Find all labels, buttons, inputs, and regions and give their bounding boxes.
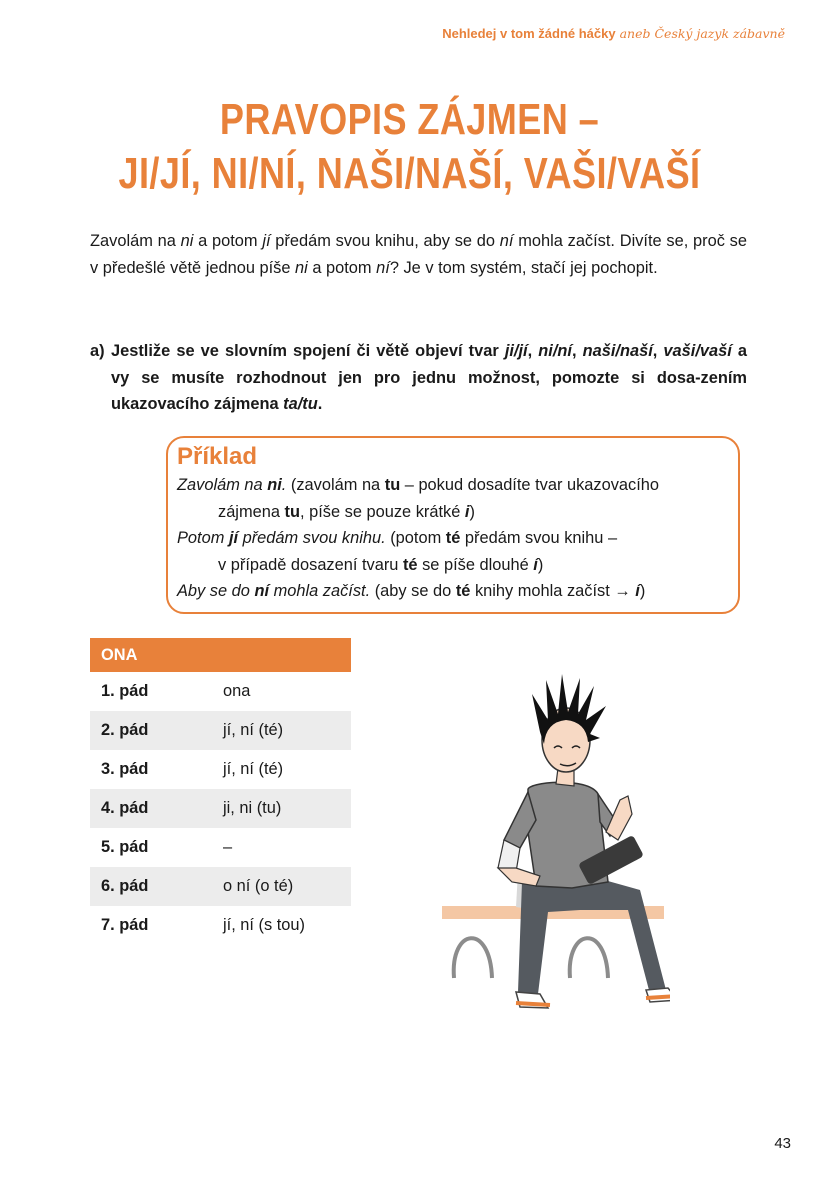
rule-em-3: naši/naší: [582, 342, 653, 360]
running-header-title: Nehledej v tom žádné háčky: [442, 26, 616, 41]
case-label: 5. pád: [101, 838, 149, 856]
rule-marker: a): [90, 342, 105, 360]
intro-text-3: předám svou knihu, aby se do: [270, 232, 500, 250]
running-header: [442, 26, 785, 41]
case-label: 4. pád: [90, 789, 223, 828]
table-row: [90, 789, 351, 828]
ex3-text-2: předám svou knihu –: [460, 529, 618, 547]
table-row: [90, 906, 351, 945]
page-title: [0, 93, 819, 201]
table-header-row: [90, 638, 351, 672]
ex5-text-3: ): [639, 582, 646, 600]
intro-em-5: ní: [376, 258, 390, 277]
ex2-bold-1: tu: [284, 502, 300, 521]
ex5-italic-2: mohla začíst.: [269, 582, 371, 600]
ex4-text-1: v případě dosazení tvaru: [218, 555, 403, 574]
example-line-4: [177, 552, 726, 579]
table-header-cell: ONA: [90, 638, 351, 672]
rule-em-4: vaši/vaší: [663, 342, 732, 360]
rule-em-2: ni/ní: [538, 342, 572, 360]
rule-text-6: .: [317, 395, 323, 413]
intro-paragraph: [90, 228, 747, 281]
table-row: [90, 672, 351, 711]
boy-reading-illustration: [440, 672, 670, 1017]
intro-text-1: Zavolám na: [90, 232, 181, 250]
ex5-text-2: knihy mohla začíst →: [470, 582, 636, 600]
ex4-text-2: se píše dlouhé: [417, 555, 534, 574]
example-title: Příklad: [177, 443, 258, 470]
declension-table: [90, 638, 351, 945]
bench-leg-left: [454, 938, 492, 978]
example-line-3: [177, 525, 726, 552]
intro-text-2: a potom: [193, 232, 263, 250]
intro-em-2: jí: [262, 232, 271, 250]
rule-text-5: a vy se musíte rozhodnout jen pro jednu možnost, pomozte si dosa-zením ukazovacího zájmena: [111, 342, 747, 413]
example-line-5: [177, 578, 726, 605]
ex2-text-3: ): [469, 502, 475, 521]
rule-em-5: ta/tu: [283, 395, 318, 413]
intro-text-6: ? Je v tom systém, stačí jej pochopit.: [389, 258, 658, 277]
ex3-bold-italic-1: jí: [228, 529, 239, 547]
ex1-bold-italic-1: ni: [267, 476, 282, 494]
table-row: [90, 828, 351, 867]
ex5-text-1: (aby se do: [370, 582, 456, 600]
intro-text-4: mohla začíst. Divíte se, proč se v předešlé větě jednou píše: [90, 232, 747, 277]
example-line-1: [177, 472, 726, 499]
ex4-bold-1: té: [402, 555, 418, 574]
intro-em-3: ní: [499, 232, 514, 250]
table-row: [90, 750, 351, 789]
rule-paragraph: [90, 338, 747, 418]
ex1-text-1: (zavolám na: [286, 476, 385, 494]
running-header-subtitle: aneb Český jazyk zábavně: [619, 26, 785, 41]
intro-em-4: ni: [295, 258, 308, 277]
bench-leg-right: [570, 938, 608, 978]
ex3-bold-1: té: [445, 529, 461, 547]
case-form: o ní (o té): [223, 867, 351, 906]
example-box: [166, 436, 740, 614]
intro-em-1: ni: [180, 232, 194, 250]
rule-text-3: ,: [571, 342, 583, 360]
case-label: 2. pád: [90, 711, 223, 750]
case-form: jí, ní (té): [223, 711, 351, 750]
case-form: ji, ni (tu): [223, 789, 351, 828]
ex1-bold-1: tu: [384, 476, 401, 494]
case-label: 1. pád: [101, 682, 149, 700]
example-line-2: [177, 499, 726, 526]
case-label: 7. pád: [101, 916, 149, 934]
ex1-text-2: – pokud dosadíte tvar ukazovacího: [400, 476, 659, 494]
intro-text-5: a potom: [307, 258, 377, 277]
ex3-italic-2: předám svou knihu.: [238, 529, 386, 547]
table-row: [90, 711, 351, 750]
page-number: 43: [774, 1135, 791, 1152]
shoe-left-sole: [516, 1003, 550, 1005]
rule-body: [90, 338, 747, 418]
pants: [518, 876, 666, 994]
rule-text-1: Jestliže se ve slovním spojení či větě objeví tvar: [111, 342, 505, 360]
rule-text-2: ,: [527, 342, 539, 360]
ex2-bold-italic-1: i: [464, 502, 470, 521]
case-form: jí, ní (té): [223, 760, 284, 778]
rule-em-1: ji/jí: [504, 342, 528, 360]
ex5-bold-italic-1: ní: [254, 582, 270, 600]
case-form: –: [223, 838, 233, 856]
ex1-italic-1: Zavolám na: [177, 476, 268, 494]
boy: [498, 674, 670, 1008]
table-row: [90, 867, 351, 906]
ex5-italic-1: Aby se do: [177, 582, 255, 600]
ex1-italic-2: .: [281, 476, 287, 494]
ex4-bold-italic-1: í: [533, 555, 538, 574]
shoe-right-sole: [646, 996, 670, 998]
page-title-line-2: JI/JÍ, NI/NÍ, NAŠI/NAŠÍ, VAŠI/VAŠÍ: [118, 149, 701, 198]
ex3-text-1: (potom: [385, 529, 446, 547]
ex5-bold-italic-2: í: [635, 582, 640, 600]
case-label: 3. pád: [101, 760, 149, 778]
rule-text-4: ,: [652, 342, 664, 360]
ex5-bold-1: té: [455, 582, 471, 600]
ex2-text-2: , píše se pouze krátké: [300, 502, 465, 521]
ex2-text-1: zájmena: [218, 502, 285, 521]
case-label: 6. pád: [90, 867, 223, 906]
page-title-line-1: PRAVOPIS ZÁJMEN –: [219, 95, 600, 144]
case-form: jí, ní (s tou): [223, 916, 305, 934]
case-form: ona: [223, 682, 251, 700]
ex3-italic-1: Potom: [177, 529, 229, 547]
ex4-text-3: ): [537, 555, 544, 574]
